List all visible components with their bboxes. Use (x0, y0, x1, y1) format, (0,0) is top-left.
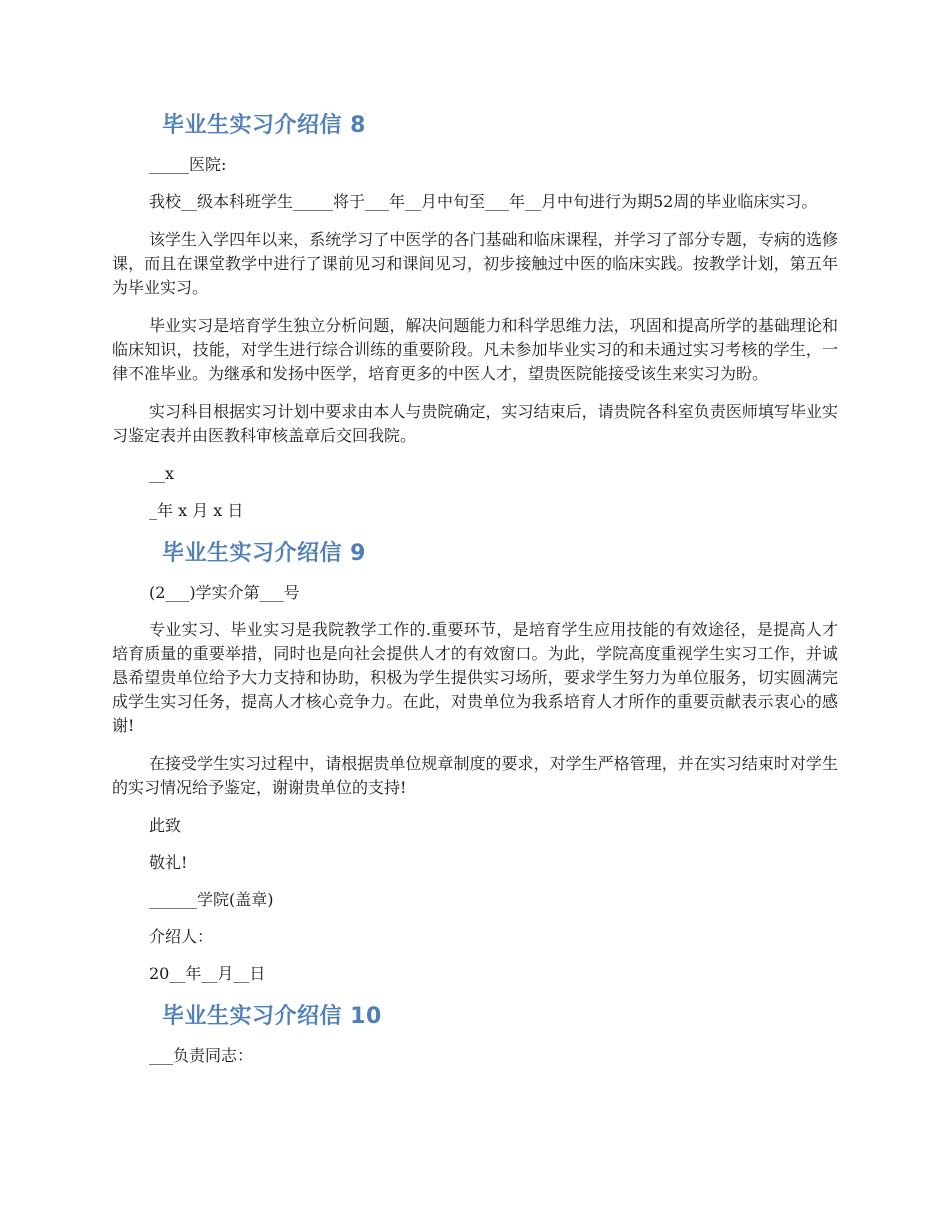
signature-8: __x (149, 464, 175, 483)
paragraph-8-4: 实习科目根据实习计划中要求由本人与贵院确定，实习结束后，请贵院各科室负责医师填写毕业实习鉴定表并由医教科审核盖章后交回我院。 (112, 402, 838, 445)
salutation-10: ___负责同志： (149, 1046, 254, 1065)
section-title-10: 毕业生实习介绍信 10 (162, 1004, 382, 1029)
date-8: _年 x 月 x 日 (149, 501, 244, 520)
introducer-9: 介绍人： (149, 927, 214, 946)
section-title-9: 毕业生实习介绍信 9 (162, 541, 366, 566)
document-page (112, 108, 838, 1081)
closing-9-2: 敬礼! (149, 853, 188, 872)
paragraph-8-2: 该学生入学四年以来，系统学习了中医学的各门基础和临床课程，并学习了部分专题，专病的选修课，而且在课堂教学中进行了课前见习和课间见习，初步接触过中医的临床实践。按教学计划，第五年为毕业实习。 (112, 230, 838, 297)
section-title-8: 毕业生实习介绍信 8 (162, 113, 366, 138)
date-9: 20__年__月__日 (149, 964, 266, 983)
paragraph-9-1: 专业实习、毕业实习是我院教学工作的.重要环节，是培育学生应用技能的有效途径，是提高人才培育质量的重要举措，同时也是向社会提供人才的有效窗口。为此，学院高度重视学生实习工作，并诚恳希望贵单位给予大力支持和协助，积极为学生提供实习场所，要求学生努力为单位服务，切实圆满完成学生实习任务，提高人才核心竞争力。在此，对贵单位为我系培育人才所作的重要贡献表示衷心的感谢! (112, 620, 838, 735)
paragraph-8-3: 毕业实习是培育学生独立分析问题，解决问题能力和科学思维力法，巩固和提高所学的基础理论和临床知识，技能，对学生进行综合训练的重要阶段。凡未参加毕业实习的和未通过实习考核的学生，一律不准毕业。为继承和发扬中医学，培育更多的中医人才，望贵医院能接受该生来实习为盼。 (112, 316, 838, 383)
seal-9: ______学院(盖章) (149, 890, 274, 909)
salutation-8: _____医院: (149, 155, 227, 174)
closing-9-1: 此致 (149, 816, 182, 835)
paragraph-9-2: 在接受学生实习过程中，请根据贵单位规章制度的要求，对学生严格管理，并在实习结束时对学生的实习情况给予鉴定，谢谢贵单位的支持! (112, 754, 838, 797)
paragraph-8-1: 我校__级本科班学生_____将于___年__月中旬至___年__月中旬进行为期52周的毕业临床实习。 (149, 192, 818, 211)
reference-number-9: (2___)学实介第___号 (149, 583, 300, 602)
